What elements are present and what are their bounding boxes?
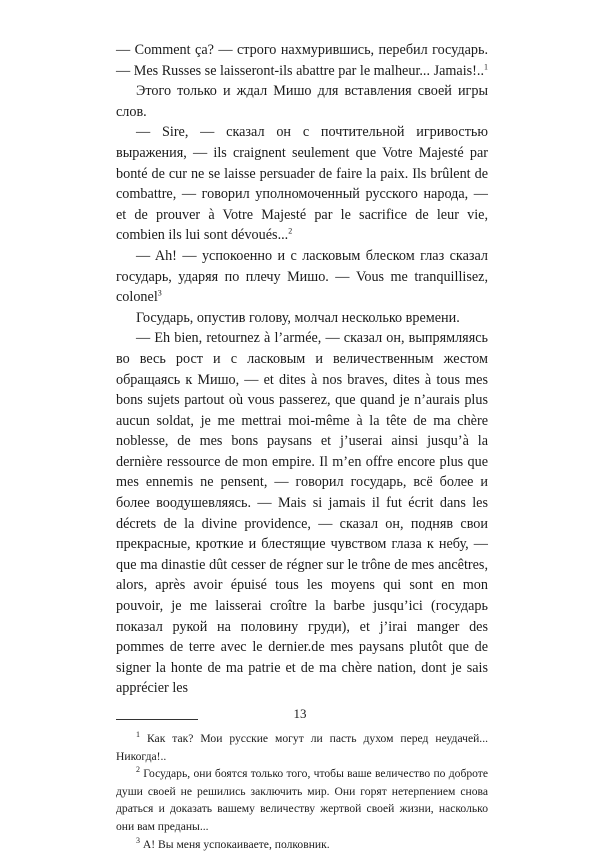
footnote-3 xyxy=(116,836,488,853)
footnote-1 xyxy=(116,730,488,765)
footnotes xyxy=(116,730,488,853)
footnote-number: 3 xyxy=(136,835,140,845)
paragraph-6: — Eh bien, retournez à l’armée, — сказал он, выпрямляясь во весь рост и с ласковым и величественным жестом обращаясь к Мишо, — et dites à nos braves, dites à tous mes bons sujets partout où vous passerez, que quand je n’aurais plus aucun soldat, je me mettrai moi-même à la tête de ma chère noblesse, de mes bons paysans et j’userai ainsi jusqu’à la dernière ressource de mon empire. Il m’en offre encore plus que mes ennemis ne pensent, — говорил государь, всё более и более воодушевляясь. — Mais si jamais il fut écrit dans les décrets de la divine providence, — сказал он, подняв свои прекрасные, кроткие и блестящие чувством глаза к небу, — que ma dinastie dût cesser de régner sur le trône de mes ancêtres, alors, après avoir épuisé tous les moyens qui sont en mon pouvoir, je me laisserai croître la barbe jusqu’ici (государь показал рукой на половину груди), et j’irai manger des pommes de terre avec le dernier.de mes paysans plutôt que de signer la honte de ma patrie et de ma chère nation, dont je sais apprécier les xyxy=(116,330,488,697)
footnote-text: Как так? Мои русские могут ли пасть духом перед неудачей... Никогда!.. xyxy=(116,732,488,763)
paragraph-4: — Ah! — успокоенно и с ласковым блеском глаз сказал государь, ударяя по плечу Мишо. — Vous me tranquillisez, colonel$^3$ xyxy=(116,247,488,306)
footnote-ref-1[interactable]: 1 xyxy=(484,61,489,71)
paragraph-2: Этого только и ждал Мишо для вставления своей игры слов. xyxy=(116,83,488,120)
paragraph-5: Государь, опустив голову, молчал несколько времени. xyxy=(136,309,460,326)
footnote-number: 2 xyxy=(136,765,140,775)
footnote-ref-2[interactable]: 2 xyxy=(288,226,293,236)
book-page xyxy=(116,40,488,853)
paragraph-3: — Sire, — сказал он с почтительной игривостью выражения, — ils craignent seulement que Votre Majesté par bonté de cur ne se laisse persuader de faire la paix. Ils brûlent de combattre, — говорил уполномоченный русского народа, — et de prouver à Votre Majesté par le sacrifice de leur vie, combien ils lui sont dévoués...$^2$ xyxy=(116,124,488,244)
page-number: 13 xyxy=(293,706,307,721)
main-text xyxy=(116,40,488,699)
footnote-text: Государь, они боятся только того, чтобы ваше величество по доброте души своей не решились заключить мир. Они горят нетерпением снова драться и доказать вашему величеству жертвой своей жизни, насколько они вам преданы... xyxy=(116,767,489,833)
footnote-number: 1 xyxy=(136,730,140,740)
footnote-ref-3[interactable]: 3 xyxy=(157,288,162,298)
footnote-text: А! Вы меня успокаиваете, полковник. xyxy=(142,837,330,851)
footnote-2 xyxy=(116,765,488,835)
paragraph-1: — Comment ça? — строго нахмурившись, перебил государь. — Mes Russes se laisseront-ils abattre par le malheur... Jamais!..$^1$ xyxy=(116,42,489,79)
